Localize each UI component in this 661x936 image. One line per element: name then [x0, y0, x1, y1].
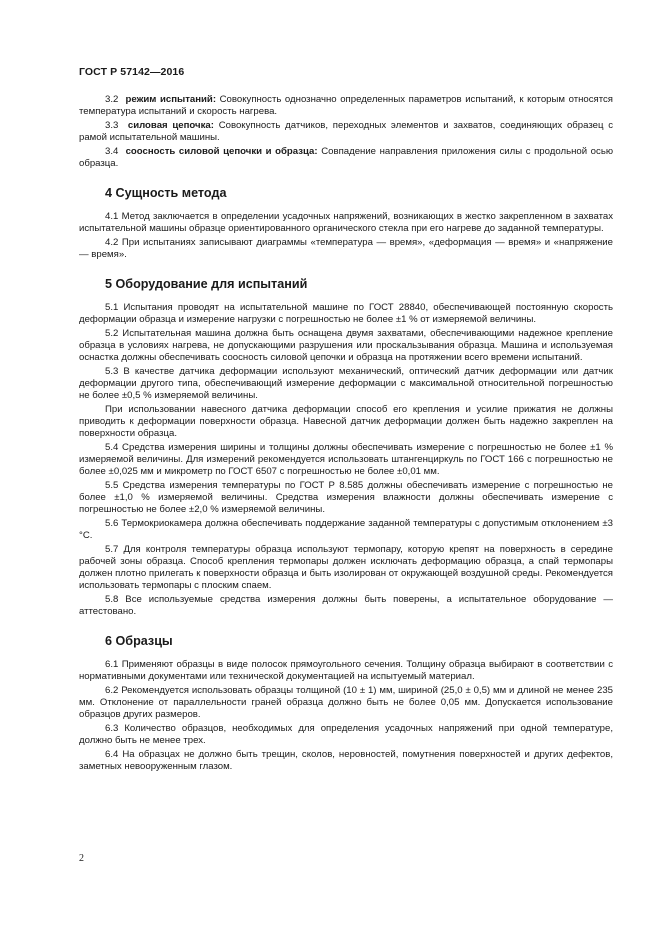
- paragraph-5-4: 5.4 Средства измерения ширины и толщины должны обеспечивать измерение с погрешностью не более ±1 % измеряемой величины. Для измерений рекомендуется использовать штангенциркуль по ГОСТ 166 с погрешностью не более ±0,025 мм и микрометр по ГОСТ 6507 с погрешностью не более ±0,01 мм.: [79, 442, 613, 477]
- paragraph-5-3-note: При использовании навесного датчика деформации способ его крепления и усилие прижатия не должны приводить к деформации поверхности образца. Навесной датчик деформации должен быть надежно закреплен на поверхности образца.: [79, 404, 613, 439]
- paragraph-6-2: 6.2 Рекомендуется использовать образцы толщиной (10 ± 1) мм, шириной (25,0 ± 0,5) мм и длиной не менее 235 мм. Отклонение от параллельности граней образца должно быть не более 0,05 мм. Допускается использование образцов других размеров.: [79, 685, 613, 720]
- section-heading-6: 6 Образцы: [105, 634, 173, 648]
- paragraph-5-1: 5.1 Испытания проводят на испытательной машине по ГОСТ 28840, обеспечивающей постоянную скорость деформации образца и измерение нагрузки с погрешностью не более ±1 % от измеряемой величины.: [79, 302, 613, 325]
- clause-number: 3.4: [105, 146, 119, 157]
- term: силовая цепочка:: [127, 120, 214, 131]
- definition-3-2: [79, 94, 613, 118]
- definition-text: Совпадение направления приложения силы с продольной осью образца.: [79, 146, 614, 169]
- paragraph-5-6: 5.6 Термокриокамера должна обеспечивать поддержание заданной температуры с допустимым отклонением ±3 °С.: [79, 518, 613, 541]
- definition-text: Совокупность однозначно определенных параметров испытаний, к которым относятся температура испытаний и скорость нагрева.: [79, 94, 613, 117]
- paragraph-5-5: 5.5 Средства измерения температуры по ГОСТ Р 8.585 должны обеспечивать измерение с погрешностью не более ±1,0 % измеряемой величины. Средства измерения влажности должны обеспечивать измерение с погрешностью не более ±2,0 % измеряемой величины.: [79, 480, 613, 515]
- paragraph-4-2: 4.2 При испытаниях записывают диаграммы «температура — время», «деформация — время» и «напряжение — время».: [79, 237, 613, 260]
- section-heading-5: 5 Оборудование для испытаний: [105, 277, 308, 291]
- paragraph-5-7: 5.7 Для контроля температуры образца используют термопару, которую крепят на поверхность в середине рабочей зоны образца. Способ крепления термопары должен исключать деформацию образца, а спай термопары должен плотно прилегать к поверхности образца и быть изолирован от окружающей воздушной среды. Рекомендуется использовать термопары с плоским спаем.: [79, 544, 613, 591]
- page-number: 2: [79, 853, 84, 864]
- paragraph-6-4: 6.4 На образцах не должно быть трещин, сколов, неровностей, помутнения поверхностей и других дефектов, заметных невооруженным глазом.: [79, 749, 613, 772]
- paragraph-6-1: 6.1 Применяют образцы в виде полосок прямоугольного сечения. Толщину образца выбирают в соответствии с нормативными документами или технической документацией на испытуемый материал.: [79, 659, 613, 682]
- paragraph-5-8: 5.8 Все используемые средства измерения должны быть поверены, а испытательное оборудование — аттестовано.: [79, 594, 613, 617]
- definition-3-4: [79, 146, 613, 170]
- definition-text: Совокупность датчиков, переходных элементов и захватов, соединяющих образец с рамой испытательной машины.: [79, 120, 614, 143]
- clause-number: 3.2: [105, 94, 119, 105]
- paragraph-4-1: 4.1 Метод заключается в определении усадочных напряжений, возникающих в жестко закрепленном в захватах испытательной машины образце ориентированного органического стекла при его нагреве до заданной температуры.: [79, 211, 613, 234]
- paragraph-5-3: 5.3 В качестве датчика деформации используют механический, оптический датчик деформации или датчик деформации другого типа, обеспечивающий измерение деформации с максимальной относительной погрешностью не более ±0,5 % измеряемой величины.: [79, 366, 613, 401]
- paragraph-5-2: 5.2 Испытательная машина должна быть оснащена двумя захватами, обеспечивающими надежное крепление образца в условиях нагрева, не допускающими разрушения или проскальзывания образца. Машина и используемая оснастка должны обеспечивать соосность силовой цепочки и образца на протяжении всего времени испытаний.: [79, 328, 613, 363]
- term: соосность силовой цепочки и образца:: [125, 146, 318, 157]
- document-code: ГОСТ Р 57142—2016: [79, 66, 185, 78]
- section-heading-4: 4 Сущность метода: [105, 186, 227, 200]
- definition-3-3: [79, 120, 613, 144]
- paragraph-6-3: 6.3 Количество образцов, необходимых для определения усадочных напряжений при одной температуре, должно быть не менее трех.: [79, 723, 613, 746]
- document-body: [79, 94, 613, 775]
- term: режим испытаний:: [125, 94, 217, 105]
- clause-number: 3.3: [105, 120, 119, 131]
